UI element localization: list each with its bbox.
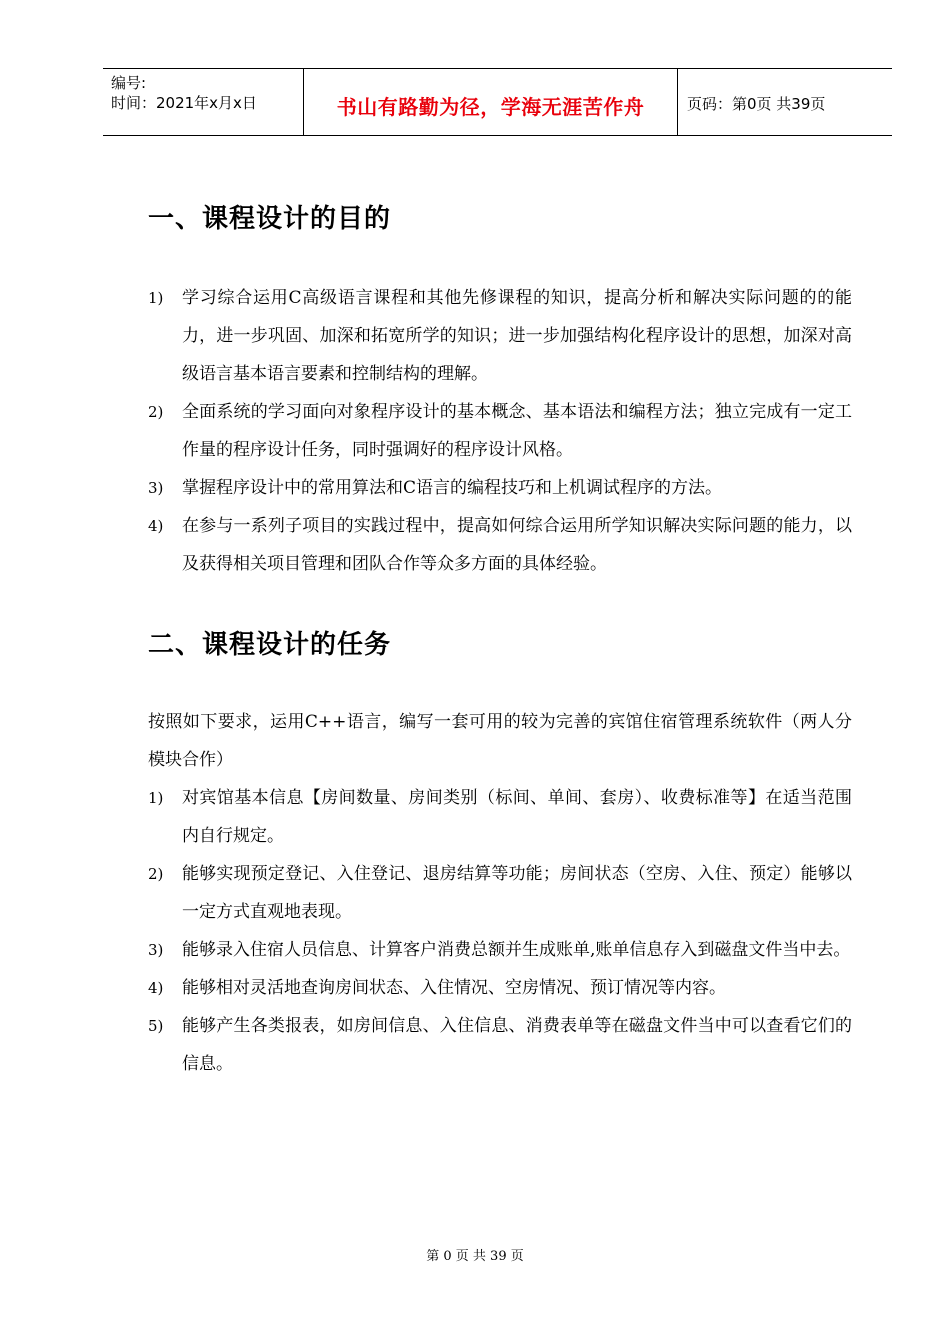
purpose-list [148, 279, 852, 583]
list-item [148, 469, 852, 507]
list-number: 1) [148, 289, 164, 307]
list-number: 3) [148, 941, 164, 959]
section-title-purpose: 一、课程设计的目的 [148, 204, 392, 234]
list-text: 能够实现预定登记、入住登记、退房结算等功能；房间状态（空房、入住、预定）能够以一定方式直观地表现。 [182, 864, 852, 922]
list-text: 在参与一系列子项目的实践过程中，提高如何综合运用所学知识解决实际问题的能力，以及获得相关项目管理和团队合作等众多方面的具体经验。 [182, 516, 852, 574]
list-text: 能够产生各类报表，如房间信息、入住信息、消费表单等在磁盘文件当中可以查看它们的信息。 [182, 1016, 852, 1074]
list-item [148, 393, 852, 469]
list-number: 2) [148, 403, 164, 421]
list-number: 1) [148, 789, 164, 807]
list-text: 掌握程序设计中的常用算法和C语言的编程技巧和上机调试程序的方法。 [182, 478, 723, 498]
list-number: 4) [148, 979, 164, 997]
list-text: 能够录入住宿人员信息、计算客户消费总额并生成账单,账单信息存入到磁盘文件当中去。 [182, 940, 851, 960]
list-text: 能够相对灵活地查询房间状态、入住情况、空房情况、预订情况等内容。 [182, 978, 726, 998]
list-number: 5) [148, 1017, 164, 1035]
list-item [148, 779, 852, 855]
tasks-list [148, 779, 852, 1083]
header-meta [111, 73, 257, 113]
list-text: 学习综合运用C高级语言课程和其他先修课程的知识，提高分析和解决实际问题的的能力，进一步巩固、加深和拓宽所学的知识；进一步加强结构化程序设计的思想，加深对高级语言基本语言要素和控制结构的理解。 [182, 288, 852, 384]
list-item [148, 507, 852, 583]
header-divider [677, 69, 678, 135]
document-header [103, 68, 892, 136]
list-number: 2) [148, 865, 164, 883]
page-footer [0, 1245, 950, 1264]
list-text: 对宾馆基本信息【房间数量、房间类别（标间、单间、套房）、收费标准等】在适当范围内自行规定。 [182, 788, 852, 846]
list-text: 全面系统的学习面向对象程序设计的基本概念、基本语法和编程方法；独立完成有一定工作量的程序设计任务，同时强调好的程序设计风格。 [182, 402, 852, 460]
list-number: 3) [148, 479, 164, 497]
footer-page-number: 第 0 页 共 39 页 [426, 1249, 524, 1264]
tasks-intro: 按照如下要求，运用C++语言，编写一套可用的较为完善的宾馆住宿管理系统软件（两人分模块合作） [148, 712, 852, 770]
list-item [148, 855, 852, 931]
time-label: 时间：2021年x月x日 [111, 94, 257, 112]
list-item [148, 279, 852, 393]
section-title-tasks: 二、课程设计的任务 [148, 630, 392, 660]
header-page-number: 页码：第0页 共39页 [687, 95, 826, 113]
number-label: 编号: [111, 74, 147, 92]
header-motto: 书山有路勤为径，学海无涯苦作舟 [336, 95, 645, 119]
list-item [148, 969, 852, 1007]
list-number: 4) [148, 517, 164, 535]
list-item [148, 931, 852, 969]
list-item [148, 1007, 852, 1083]
